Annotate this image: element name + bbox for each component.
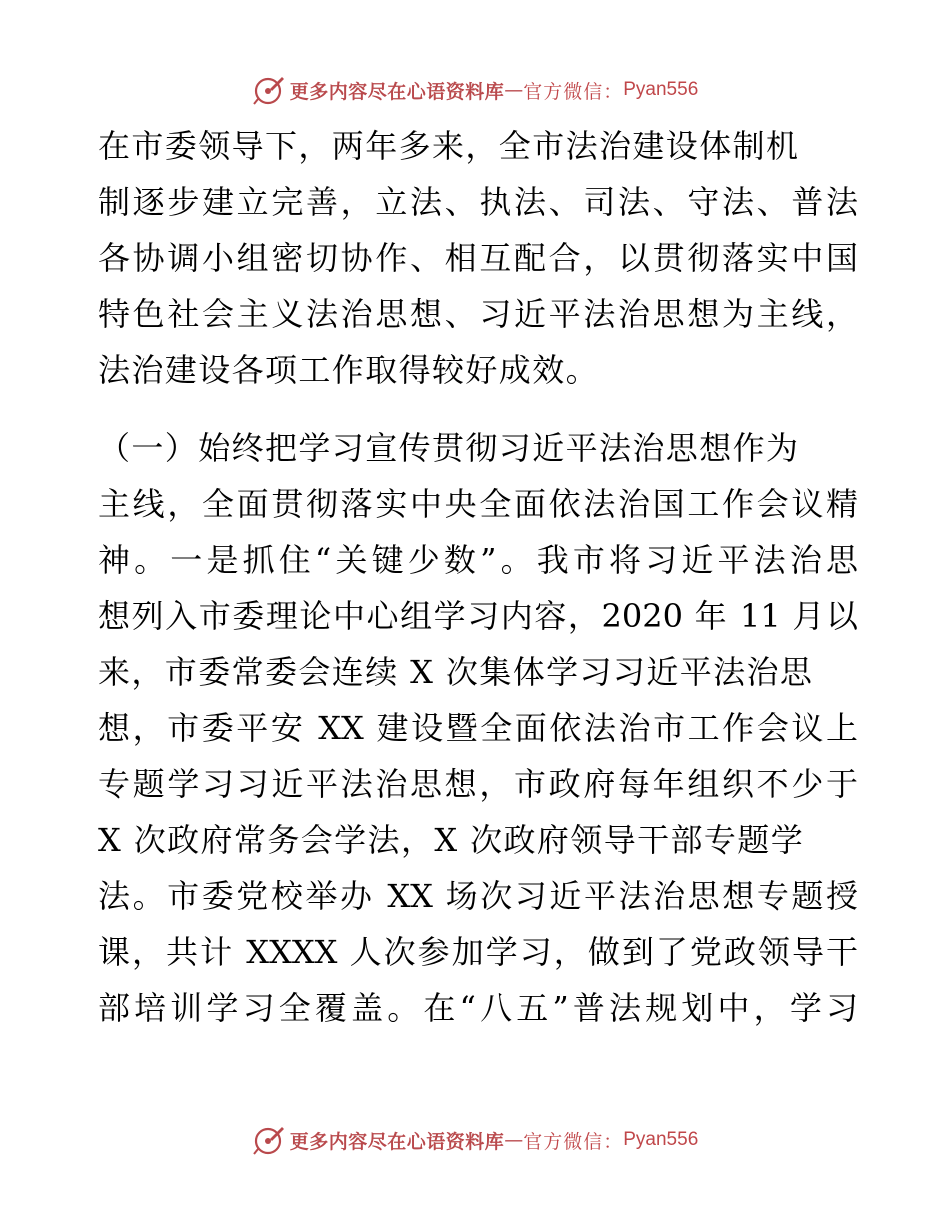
text-line: 各协调小组密切协作、相互配合，以贯彻落实中国 <box>98 239 858 277</box>
text-line: 想，市委平安 XX 建设暨全面依法治市工作会议上 <box>98 709 858 747</box>
text-line: 法治建设各项工作取得较好成效。 <box>98 351 600 389</box>
banner-main-text: 更多内容尽在心语资料库 <box>289 80 505 103</box>
text-line: 制逐步建立完善，立法、执法、司法、守法、普法 <box>98 183 858 221</box>
banner-wechat-id: Pyan556 <box>623 1129 699 1150</box>
banner-dash: — <box>504 1129 524 1151</box>
footer-watermark-banner <box>0 1120 950 1160</box>
text-line: 来，市委常委会连续 X 次集体学习习近平法治思 <box>98 653 814 691</box>
paragraph <box>98 118 858 398</box>
banner-label: 官方微信： <box>523 1130 624 1153</box>
quill-in-circle-icon <box>252 1123 286 1157</box>
header-watermark-banner <box>0 70 950 110</box>
text-line: 部培训学习全覆盖。在“八五”普法规划中，学习 <box>98 989 858 1027</box>
text-line: 神。一是抓住“关键少数”。我市将习近平法治思 <box>98 541 858 579</box>
banner-label: 官方微信： <box>523 80 624 103</box>
text-line: X 次政府常务会学法，X 次政府领导干部专题学 <box>98 821 805 859</box>
banner-main-text: 更多内容尽在心语资料库 <box>289 1130 505 1153</box>
paragraph <box>98 420 858 1036</box>
text-line: 主线，全面贯彻落实中央全面依法治国工作会议精 <box>98 485 858 523</box>
text-line: 法。市委党校举办 XX 场次习近平法治思想专题授 <box>98 877 858 915</box>
banner-wechat-id: Pyan556 <box>623 79 699 100</box>
text-line: 特色社会主义法治思想、习近平法治思想为主线， <box>98 295 858 333</box>
text-line: 想列入市委理论中心组学习内容，2020 年 11 月以 <box>98 597 858 635</box>
quill-in-circle-icon <box>252 73 286 107</box>
document-body <box>98 118 858 1036</box>
paragraph-gap <box>98 398 858 420</box>
text-line: 在市委领导下，两年多来，全市法治建设体制机 <box>98 127 800 165</box>
text-line: 专题学习习近平法治思想，市政府每年组织不少于 <box>98 765 858 803</box>
text-line: （一）始终把学习宣传贯彻习近平法治思想作为 <box>98 429 800 467</box>
text-line: 课，共计 XXXX 人次参加学习，做到了党政领导干 <box>98 933 858 971</box>
banner-dash: — <box>504 79 524 101</box>
